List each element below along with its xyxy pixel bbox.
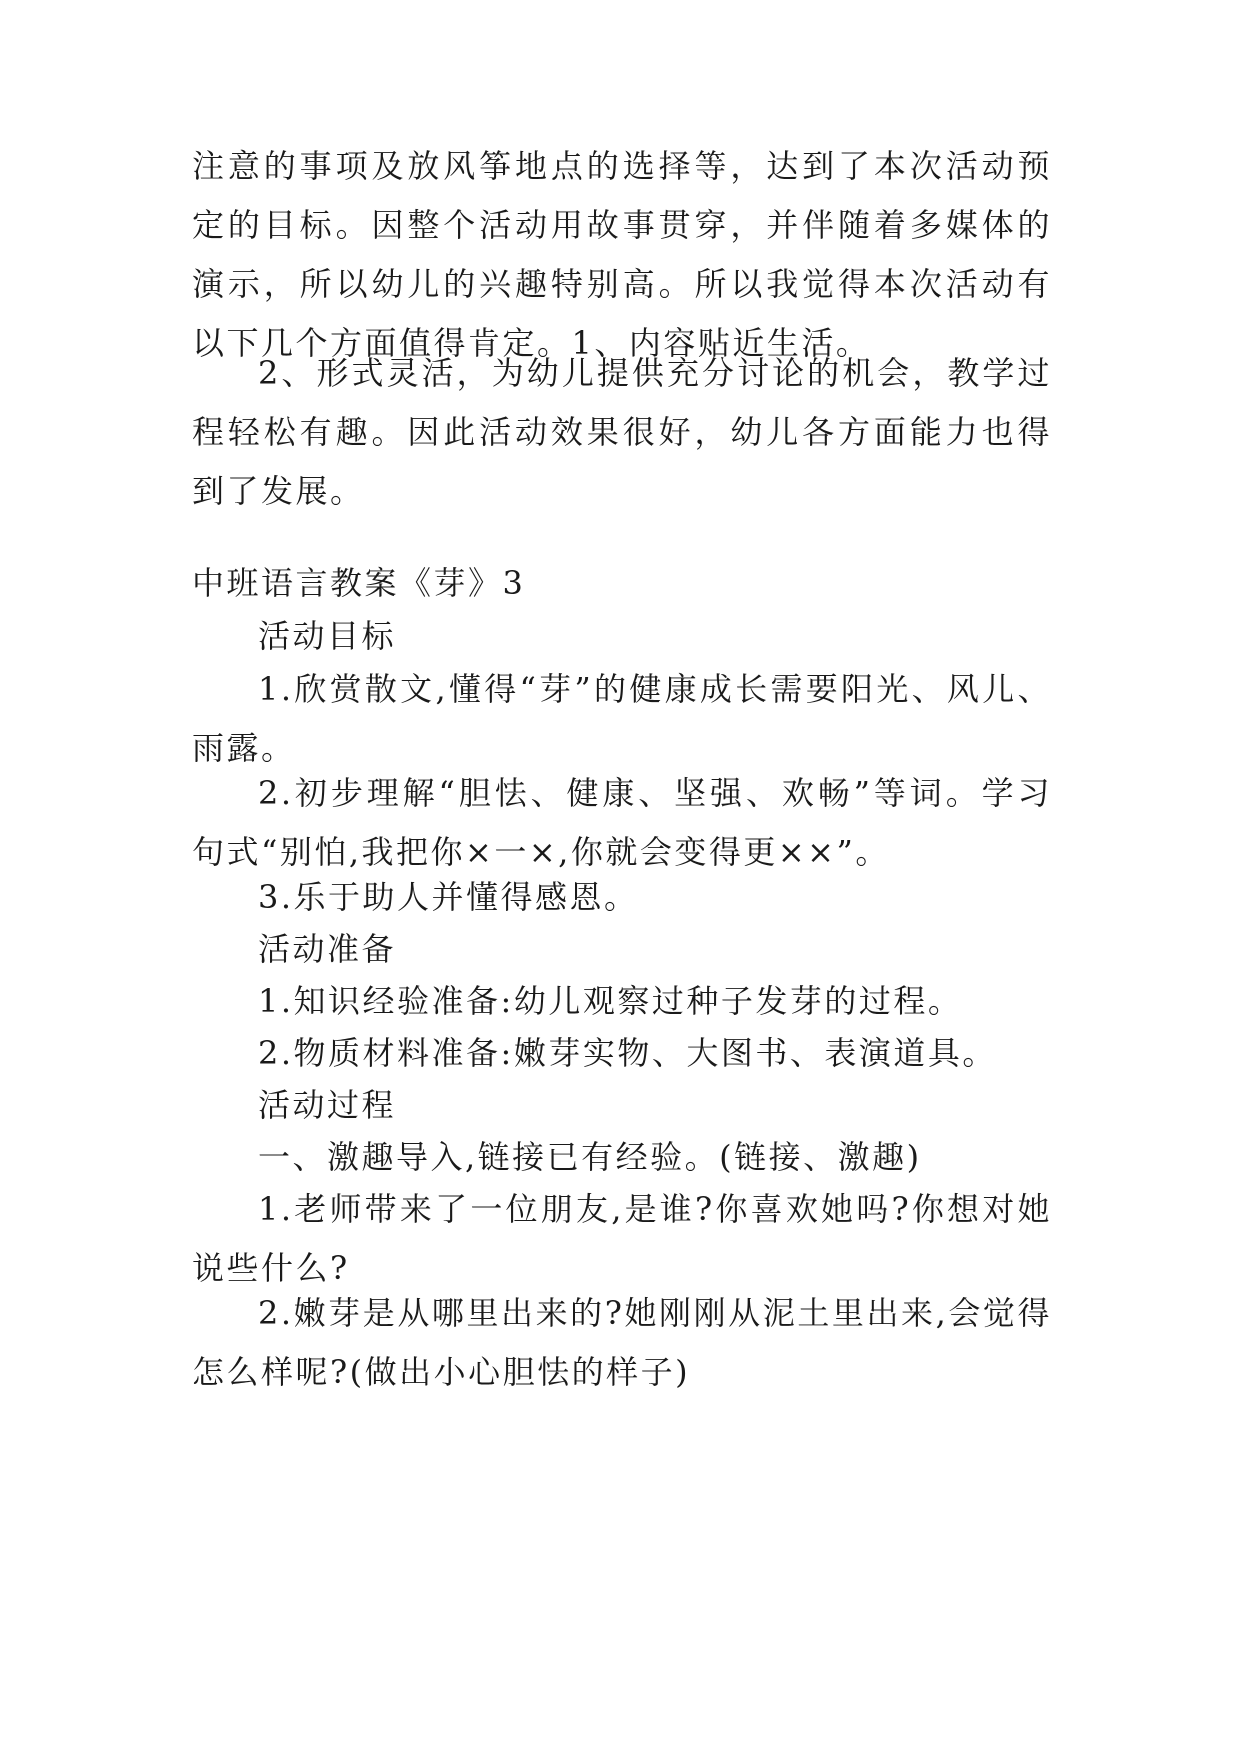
prep-item-1: 1.知识经验准备:幼儿观察过种子发芽的过程。 — [258, 982, 963, 1020]
goal-item-1: 1.欣赏散文,懂得“芽”的健康成长需要阳光、风儿、雨露。 — [192, 670, 1052, 767]
goal-item-2: 2.初步理解“胆怯、健康、坚强、欢畅”等词。学习句式“别怕,我把你×一×,你就会变得更××”。 — [192, 774, 1052, 871]
process-question-2: 2.嫩芽是从哪里出来的?她刚刚从泥土里出来,会觉得怎么样呢?(做出小心胆怯的样子) — [192, 1294, 1052, 1391]
paragraph-summary: 注意的事项及放风筝地点的选择等，达到了本次活动预定的目标。因整个活动用故事贯穿，并伴随着多媒体的演示，所以幼儿的兴趣特别高。所以我觉得本次活动有以下几个方面值得肯定。1、内容贴近生活。 — [192, 147, 1052, 362]
heading-preparation: 活动准备 — [258, 930, 397, 968]
heading-goals: 活动目标 — [258, 617, 397, 655]
goal-item-3: 3.乐于助人并懂得感恩。 — [258, 878, 639, 916]
heading-process: 活动过程 — [258, 1086, 397, 1124]
section-title: 中班语言教案《芽》3 — [192, 564, 526, 602]
prep-item-2: 2.物质材料准备:嫩芽实物、大图书、表演道具。 — [258, 1034, 997, 1072]
process-step-intro: 一、激趣导入,链接已有经验。(链接、激趣) — [258, 1138, 922, 1176]
process-question-1: 1.老师带来了一位朋友,是谁?你喜欢她吗?你想对她说些什么? — [192, 1190, 1052, 1287]
paragraph-point-2: 2、形式灵活，为幼儿提供充分讨论的机会，教学过程轻松有趣。因此活动效果很好，幼儿各方面能力也得到了发展。 — [192, 354, 1052, 510]
